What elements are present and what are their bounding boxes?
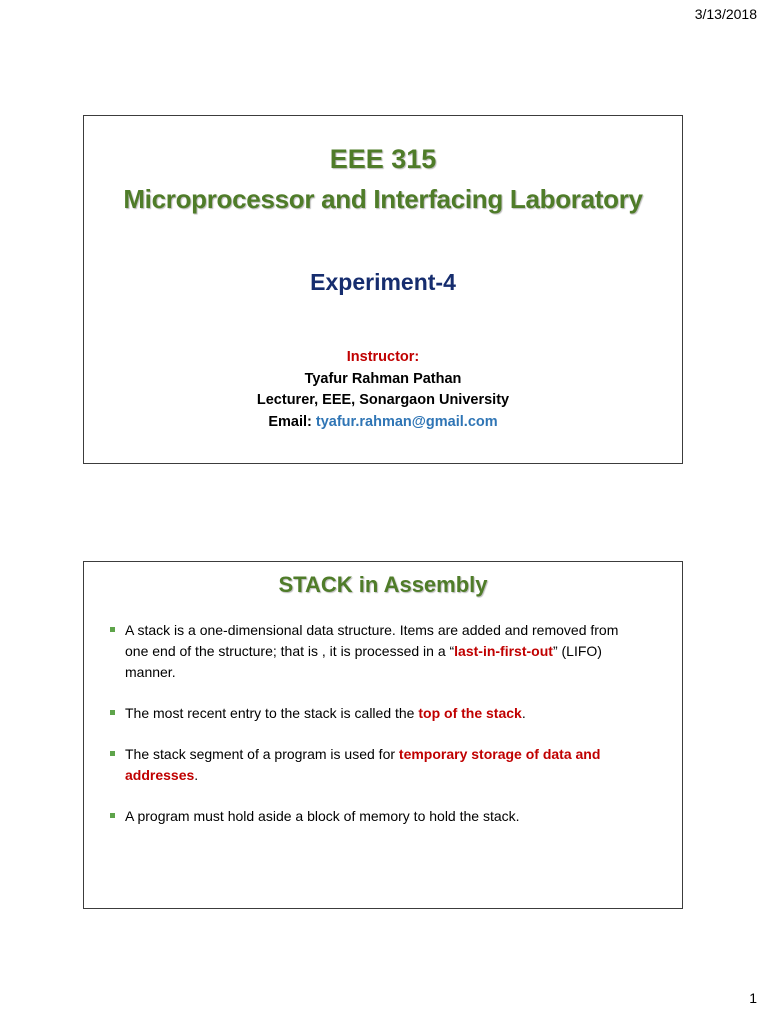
- course-name: Microprocessor and Interfacing Laboratory: [123, 184, 643, 214]
- slide-title: STACK in Assembly: [278, 572, 488, 597]
- page-date: 3/13/2018: [694, 6, 757, 22]
- square-bullet-icon: [110, 813, 115, 818]
- bullet-text: ” (LIFO) manner.: [125, 643, 602, 680]
- bullet-text: .: [521, 705, 526, 721]
- email-label: Email:: [268, 413, 312, 430]
- course-code: EEE 315: [329, 144, 437, 174]
- bullet-item: [110, 703, 642, 724]
- bullet-item: [110, 806, 642, 827]
- bullet-highlight: last-in-first-out: [454, 643, 553, 659]
- bullet-highlight: top of the stack: [418, 705, 522, 721]
- bullet-text: The most recent entry to the stack is called the: [125, 705, 419, 721]
- stack-slide: [83, 561, 683, 909]
- bullet-text: The stack segment of a program is used for: [125, 746, 399, 762]
- square-bullet-icon: [110, 627, 115, 632]
- bullet-text: A stack is a one-dimensional data structure. Items are added and removed from one end of the structure; that is , it is processed in a “: [125, 622, 619, 659]
- instructor-name: Tyafur Rahman Pathan: [304, 370, 462, 387]
- square-bullet-icon: [110, 751, 115, 756]
- instructor-block: [84, 347, 682, 433]
- bullet-list: [110, 620, 642, 847]
- bullet-item: [110, 744, 642, 786]
- email-link[interactable]: tyafur.rahman@gmail.com: [315, 413, 498, 430]
- page-number: 1: [749, 990, 757, 1006]
- bullet-text: A program must hold aside a block of memory to hold the stack.: [125, 808, 520, 824]
- title-slide: [83, 115, 683, 464]
- bullet-highlight: temporary storage of data and addresses: [125, 746, 601, 783]
- instructor-position: Lecturer, EEE, Sonargaon University: [256, 392, 510, 408]
- bullet-item: [110, 620, 642, 683]
- square-bullet-icon: [110, 710, 115, 715]
- instructor-label: Instructor:: [346, 349, 420, 365]
- bullet-text: .: [194, 767, 199, 783]
- instructor-email-line: [84, 412, 682, 434]
- experiment-title: Experiment-4: [310, 269, 456, 295]
